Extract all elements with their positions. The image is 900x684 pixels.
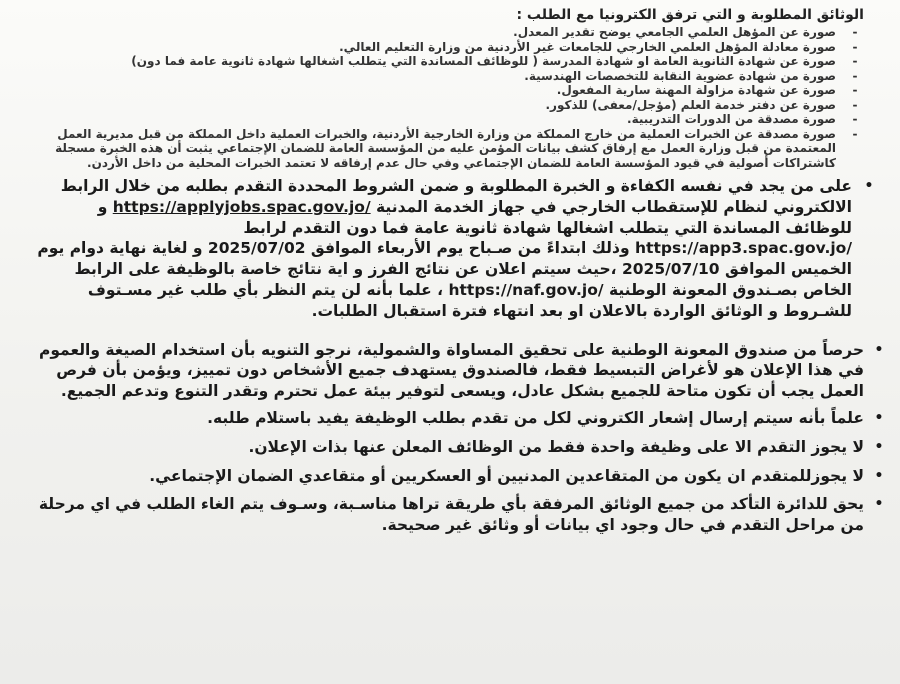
document-item: - صورة عن شهادة مزاولة المهنة سارية المفعول. — [14, 83, 886, 98]
dash-icon: - — [852, 97, 858, 112]
document-item: - صورة عن شهادة الثانوية العامة او شهادة المدرسة ( للوظائف المساندة التي يتطلب اشغالها شهادة ثانوية عامة فما دون) — [14, 54, 886, 69]
support-jobs-link[interactable]: https://app3.spac.gov.jo/ — [635, 239, 852, 258]
document-item: - صورة معادلة المؤهل العلمي الخارجي للجامعات غير الأردنية من وزارة التعليم العالي. — [14, 40, 886, 55]
document-item: - صورة عن المؤهل العلمي الجامعي يوضح تقدير المعدل. — [14, 25, 886, 40]
dash-icon: - — [852, 25, 858, 39]
document-item: - صورة من شهادة عضوية النقابة للتخصصات الهندسية. — [14, 69, 886, 84]
bullet-icon: • — [874, 467, 884, 484]
document-item: - صورة مصدقة عن الخبرات العملية من خارج المملكة من وزارة الخارجية الأردنية، والخبرات العملية داخل المملكة من قبل مديرية العمل المعتمدة من قبل وزارة العمل مع إرفاق كشف بيانات المؤمن عليه من المؤسسة العامة للضمان الإجتماعي يثبت أن هذه الخبرة مسجلة كاشتراكات أصولية في قيود المؤسسة العامة للضمان الإجتماعي وفي حال عدم إرفاقه لا تعتمد الخبرات المحلية من داخل الأردن. — [14, 127, 886, 171]
bullet-icon: • — [874, 409, 884, 426]
document-item: - صورة عن دفتر خدمة العلم (مؤجل/معفى) للذكور. — [14, 98, 886, 113]
announcement-document — [14, 6, 886, 536]
required-documents-heading: الوثائق المطلوبة و التي ترفق الكترونيا مع الطلب : — [516, 7, 864, 23]
note-item: • لا يجوزللمتقدم ان يكون من المتقاعدين المدنيين أو العسكريين أو متقاعدي الضمان الإجتماعي. — [14, 466, 886, 487]
bullet-icon: • — [874, 496, 884, 513]
document-item: - صورة مصدقة من الدورات التدريبية. — [14, 112, 886, 127]
bullet-icon: • — [874, 341, 884, 358]
dash-icon: - — [852, 68, 858, 83]
dash-icon: - — [852, 54, 858, 68]
note-item: • علماً بأنه سيتم إرسال إشعار الكتروني لكل من تقدم بطلب الوظيفة يفيد باستلام طلبه. — [14, 408, 886, 429]
note-item: • لا يجوز التقدم الا على وظيفة واحدة فقط من الوظائف المعلن عنها بذات الإعلان. — [14, 437, 886, 458]
required-documents-list — [14, 25, 886, 170]
dash-icon: - — [852, 39, 858, 54]
note-item: • يحق للدائرة التأكد من جميع الوثائق المرفقة بأي طريقة تراها مناسـبة، وسـوف يتم الغاء الطلب في اي مرحلة من مراحل التقدم في حال وجود اي بيانات أو وثائق غير صحيحة. — [14, 494, 886, 536]
bullet-icon: • — [874, 438, 884, 455]
bullet-icon: • — [864, 178, 874, 194]
note-item: • حرصاً من صندوق المعونة الوطنية على تحقيق المساواة والشمولية، نرجو التنويه بأن استخدام الصيغة والعموم في هذا الإعلان هو لأغراض التبسيط فقط، فالصندوق يستهدف جميع الأشخاص دون تمييز، ويؤمن بأن فرص العمل يجب أن تكون متاحة للجميع بشكل عادل، ويسعى لتوفير بيئة عمل تحترم وتقدر التنوع وتدعم الجميع. — [14, 340, 886, 402]
application-instructions: • على من يجد في نفسه الكفاءة و الخبرة المطلوبة و ضمن الشروط المحددة التقدم بطلبه من خلال الرابط الالكتروني لنظام للإستقطاب الخارجي في جهاز الخدمة المدنية https://applyjobs.spac.gov.jo/ و للوظائف المساندة التي يتطلب اشغالها شهادة ثانوية عامة فما دون التقدم لرابط https://app3.spac.gov.jo/ وذلك ابتداءً من صـباح يوم الأربعاء الموافق 2025/07/02 و لغاية نهاية دوام يوم الخميس الموافق 2025/07/10 ،حيث سيتم اعلان عن نتائج الفرز و اية نتائج خاصة بالوظيفة على الرابط الخاص بصـندوق المعونة الوطنية https://naf.gov.jo/ ، علما بأنه لن يتم النظر بأي طلب غير مسـتوف للشـروط و الوثائق الواردة بالاعلان او بعد انتهاء فترة استقبال الطلبات. — [14, 176, 886, 322]
apply-jobs-link[interactable]: https://applyjobs.spac.gov.jo/ — [112, 197, 371, 216]
start-date: 2025/07/02 — [207, 239, 306, 258]
naf-link[interactable]: https://naf.gov.jo/ — [448, 280, 604, 299]
notes-list — [14, 340, 886, 536]
dash-icon: - — [852, 112, 858, 126]
end-date: 2025/07/10 — [621, 260, 720, 279]
dash-icon: - — [852, 126, 858, 141]
dash-icon: - — [852, 83, 858, 97]
